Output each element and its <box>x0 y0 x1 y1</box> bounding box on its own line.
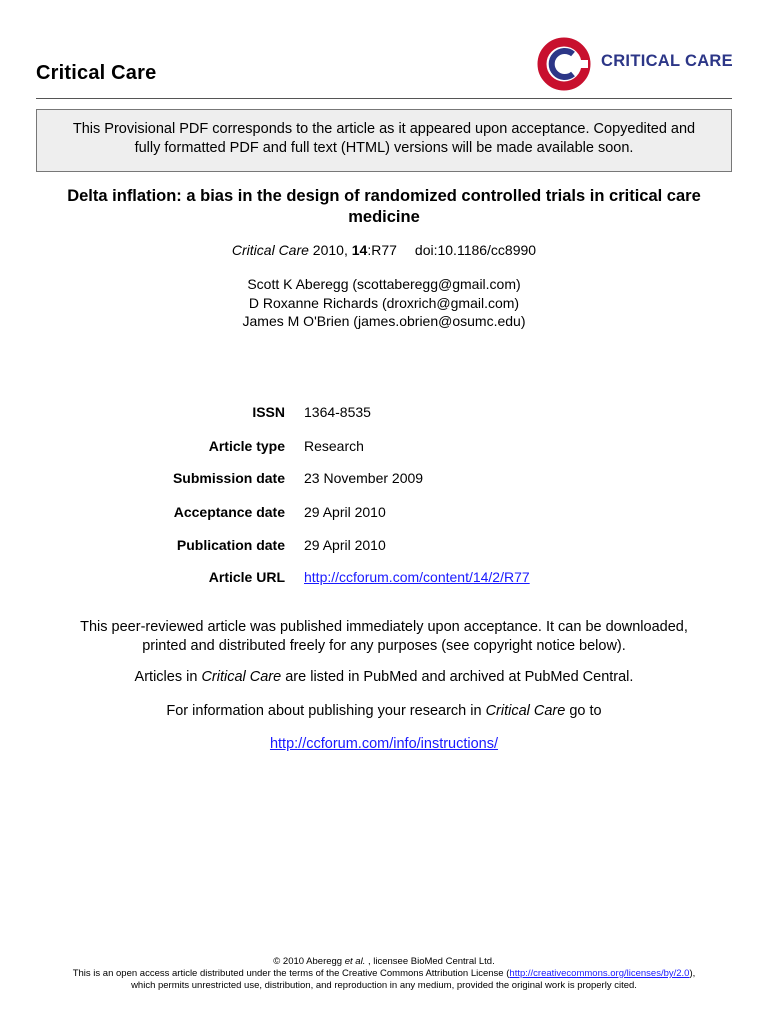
acceptance-date-value: 29 April 2010 <box>304 504 386 520</box>
citation-article-number: :R77 <box>367 242 397 258</box>
issn-label: ISSN <box>252 404 285 420</box>
license-line <box>0 968 768 980</box>
publishing-info-paragraph <box>40 702 728 721</box>
info-pre: For information about publishing your research in <box>166 703 486 719</box>
pubmed-pre: Articles in <box>134 669 202 685</box>
pubmed-journal: Critical Care <box>201 669 282 685</box>
citation-volume: 14 <box>351 242 368 258</box>
article-type-label: Article type <box>208 438 285 454</box>
citation <box>0 242 768 258</box>
pubmed-post: are listed in PubMed and archived at PubMed Central. <box>281 669 634 685</box>
publication-date-value: 29 April 2010 <box>304 537 386 553</box>
notice-line-1: This Provisional PDF corresponds to the article as it appeared upon acceptance. Copyedited and <box>72 121 696 137</box>
article-type-value: Research <box>304 438 364 454</box>
submission-date-value: 23 November 2009 <box>304 470 424 486</box>
notice-line-2: fully formatted PDF and full text (HTML) versions will be made available soon. <box>134 140 634 156</box>
article-title <box>30 186 738 228</box>
peer-review-line-1: This peer-reviewed article was published immediately upon acceptance. It can be downloaded, <box>80 619 688 635</box>
citation-year: 2010, <box>308 242 352 258</box>
author-item: Scott K Aberegg (scottaberegg@gmail.com) <box>247 276 521 292</box>
publication-date-label: Publication date <box>176 537 285 553</box>
article-title-line-1: Delta inflation: a bias in the design of randomized controlled trials in critical care <box>67 187 701 205</box>
copyright-footer <box>0 956 768 992</box>
info-post: go to <box>565 703 602 719</box>
article-url-link[interactable]: http://ccforum.com/content/14/2/R77 <box>304 569 530 585</box>
pubmed-paragraph <box>40 668 728 687</box>
journal-title: Critical Care <box>36 62 157 84</box>
copyright-etal: et al. <box>344 956 366 967</box>
instructions-link-row <box>40 735 728 754</box>
citation-journal: Critical Care <box>231 242 309 258</box>
license-line-2: which permits unrestricted use, distribution, and reproduction in any medium, provided the original work is properly cited. <box>131 980 637 991</box>
author-item: James M O'Brien (james.obrien@osumc.edu) <box>242 313 526 329</box>
logo-text: CRITICAL CARE <box>601 52 733 70</box>
license-post: ), <box>689 968 696 979</box>
article-title-line-2: medicine <box>348 208 420 226</box>
license-link[interactable]: http://creativecommons.org/licenses/by/2.0 <box>509 968 690 979</box>
copyright-post: , licensee BioMed Central Ltd. <box>365 956 495 967</box>
author-list <box>0 275 768 331</box>
author-item: D Roxanne Richards (droxrich@gmail.com) <box>248 294 520 311</box>
copyright-pre: © 2010 Aberegg <box>273 956 345 967</box>
article-url-label: Article URL <box>208 569 285 585</box>
instructions-link[interactable]: http://ccforum.com/info/instructions/ <box>269 736 499 752</box>
license-pre: This is an open access article distributed under the terms of the Creative Commons Attribution License ( <box>72 968 510 979</box>
peer-review-paragraph <box>40 618 728 655</box>
acceptance-date-label: Acceptance date <box>173 504 285 520</box>
peer-review-line-2: printed and distributed freely for any purposes (see copyright notice below). <box>142 637 626 654</box>
info-journal: Critical Care <box>485 703 566 719</box>
copyright-line <box>0 956 768 968</box>
citation-doi: doi:10.1186/cc8990 <box>414 242 537 258</box>
issn-value: 1364-8535 <box>304 404 371 420</box>
submission-date-label: Submission date <box>172 470 285 486</box>
provisional-notice <box>44 120 724 158</box>
header-divider <box>36 98 732 99</box>
